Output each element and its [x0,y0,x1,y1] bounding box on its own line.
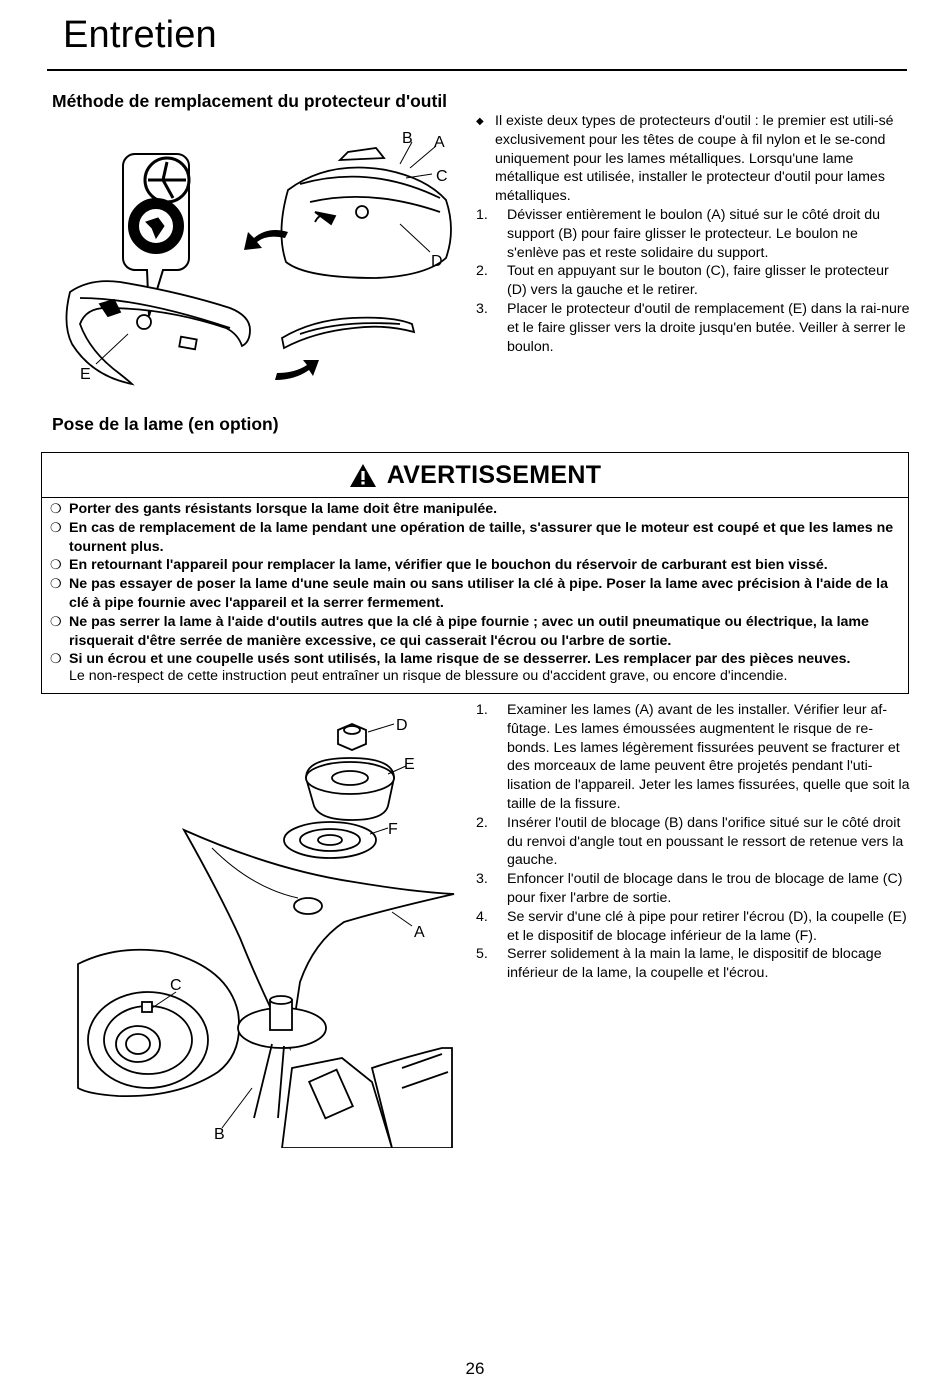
step-text: Dévisser entièrement le boulon (A) situé sur le côté droit du support (B) pour faire glisser le protecteur. Le boulon ne s'enlève pas et reste solidaire du support. [507,206,880,261]
list-item [476,908,912,946]
bullet-icon: ❍ [50,613,62,629]
label-b: B [214,1126,225,1143]
guard-replacement-illustration [60,122,470,392]
section-heading-guard: Méthode de remplacement du protecteur d'outil [52,91,448,111]
label-b: B [402,130,413,147]
warning-list [50,500,902,669]
bullet-icon: ❍ [50,519,62,535]
label-e: E [80,366,91,383]
bullet-icon: ❍ [50,651,62,667]
warning-text: Si un écrou et une coupelle usés sont utilisés, la lame risque de se desserrer. Les remplacer par des pièces neuves. [69,651,851,668]
warning-header [42,453,908,498]
step-number: 5. [476,946,488,963]
warning-text: Ne pas serrer la lame à l'aide d'outils autres que la clé à pipe fournie ; avec un outil pneumatique ou électrique, la lame risquerait d'être serrée de manière excessive, ce qui casserait l'écrou ou l'arbre de sortie. [69,613,869,649]
step-number: 2. [476,263,488,280]
guard-e [66,281,250,384]
magnified-view-c [78,950,239,1096]
label-c: C [436,168,448,185]
step-text: Se servir d'une clé à pipe pour retirer l'écrou (D), la coupelle (E) et le dispositif de blocage inférieur de la lame (F). [507,908,907,944]
warning-item [50,613,902,651]
warning-text: En retournant l'appareil pour remplacer la lame, vérifier que le bouchon du réservoir de carburant est bien vissé. [69,557,828,574]
arrow-right-icon [275,360,319,380]
label-e: E [404,756,415,773]
warning-text: Porter des gants résistants lorsque la lame doit être manipulée. [69,501,498,517]
guard-lower-right [282,318,414,348]
list-item [476,262,912,300]
intro-text: Il existe deux types de protecteurs d'outil : le premier est utili-sé exclusivement pour les têtes de coupe à fil nylon et le se-cond uniquement pour les lames métalliques. Lorsqu'une lame métallique est utilisée, installer le protecteur d'outil pour lames métalliques. [495,113,894,205]
guard-instructions [476,112,912,356]
warning-box [41,452,909,694]
bullet-icon: ❍ [50,557,62,573]
list-item [476,701,912,814]
bullet-icon: ◆ [476,116,484,127]
step-number: 3. [476,300,488,317]
warning-item [50,556,902,575]
label-d: D [431,253,443,270]
step-text: Insérer l'outil de blocage (B) dans l'orifice situé sur le côté droit du renvoi d'angle tout en poussant le ressort de retenue vers la gauche. [507,814,904,869]
page-title: Entretien [63,14,217,56]
step-number: 1. [476,206,488,223]
warning-item [50,519,902,557]
step-number: 3. [476,871,488,888]
plate-f [284,822,376,858]
title-divider [47,69,907,71]
step-number: 2. [476,814,488,831]
guard-d [281,148,451,278]
list-item [476,814,912,870]
step-number: 1. [476,702,488,718]
warning-triangle-icon [349,463,377,488]
blade-installation-illustration [72,708,462,1148]
label-a: A [434,134,445,151]
warning-item [50,575,902,613]
bullet-icon: ❍ [50,501,62,516]
warning-title: AVERTISSEMENT [386,460,602,489]
page-number: 26 [465,1359,485,1378]
step-text: Enfoncer l'outil de blocage dans le trou de blocage de lame (C) pour fixer l'arbre de sortie. [507,871,903,906]
intro-paragraph [476,112,912,206]
warning-item [50,500,902,519]
section-heading-blade: Pose de la lame (en option) [52,414,279,434]
gear-head [238,996,452,1148]
blade-instructions [476,701,912,983]
bullet-icon: ❍ [50,576,62,592]
warning-note: Le non-respect de cette instruction peut entraîner un risque de blessure ou d'accident grave, ou encore d'incendie. [69,668,788,684]
step-text: Placer le protecteur d'outil de remplacement (E) dans la rai-nure et le faire glisser vers la droite jusqu'en butée. Veiller à serrer le boulon. [507,300,910,355]
list-item [476,206,912,262]
list-item [476,870,912,908]
step-text: Tout en appuyant sur le bouton (C), faire glisser le protecteur (D) vers la gauche et le retirer. [507,263,889,299]
label-d: D [396,717,408,734]
list-item [476,945,912,983]
label-a: A [414,924,425,941]
label-f: F [388,821,398,838]
warning-text: En cas de remplacement de la lame pendant une opération de taille, s'assurer que le moteur est coupé et que les lames ne tournent plus. [69,519,894,555]
list-item [476,300,912,356]
step-text: Examiner les lames (A) avant de les installer. Vérifier leur af-fûtage. Les lames émoussées augmentent le risque de re-bonds. Les lames légèrement fissurées peuvent se fracturer et des morceaux de lame peuvent être projetés pendant l'uti-lisation de l'appareil. Jeter les lames fissurées, quelle que soit la taille de la fissure. [507,702,910,812]
warning-text: Ne pas essayer de poser la lame d'une seule main ou sans utiliser la clé à pipe. Poser la lame avec précision à l'aide de la clé à pipe fournie avec l'appareil et la serrer fermement. [69,576,888,611]
washer-e [306,758,394,820]
label-c: C [170,977,182,994]
step-text: Serrer solidement à la main la lame, le dispositif de blocage inférieur de la lame, la coupelle et l'écrou. [507,946,882,982]
step-number: 4. [476,908,488,925]
